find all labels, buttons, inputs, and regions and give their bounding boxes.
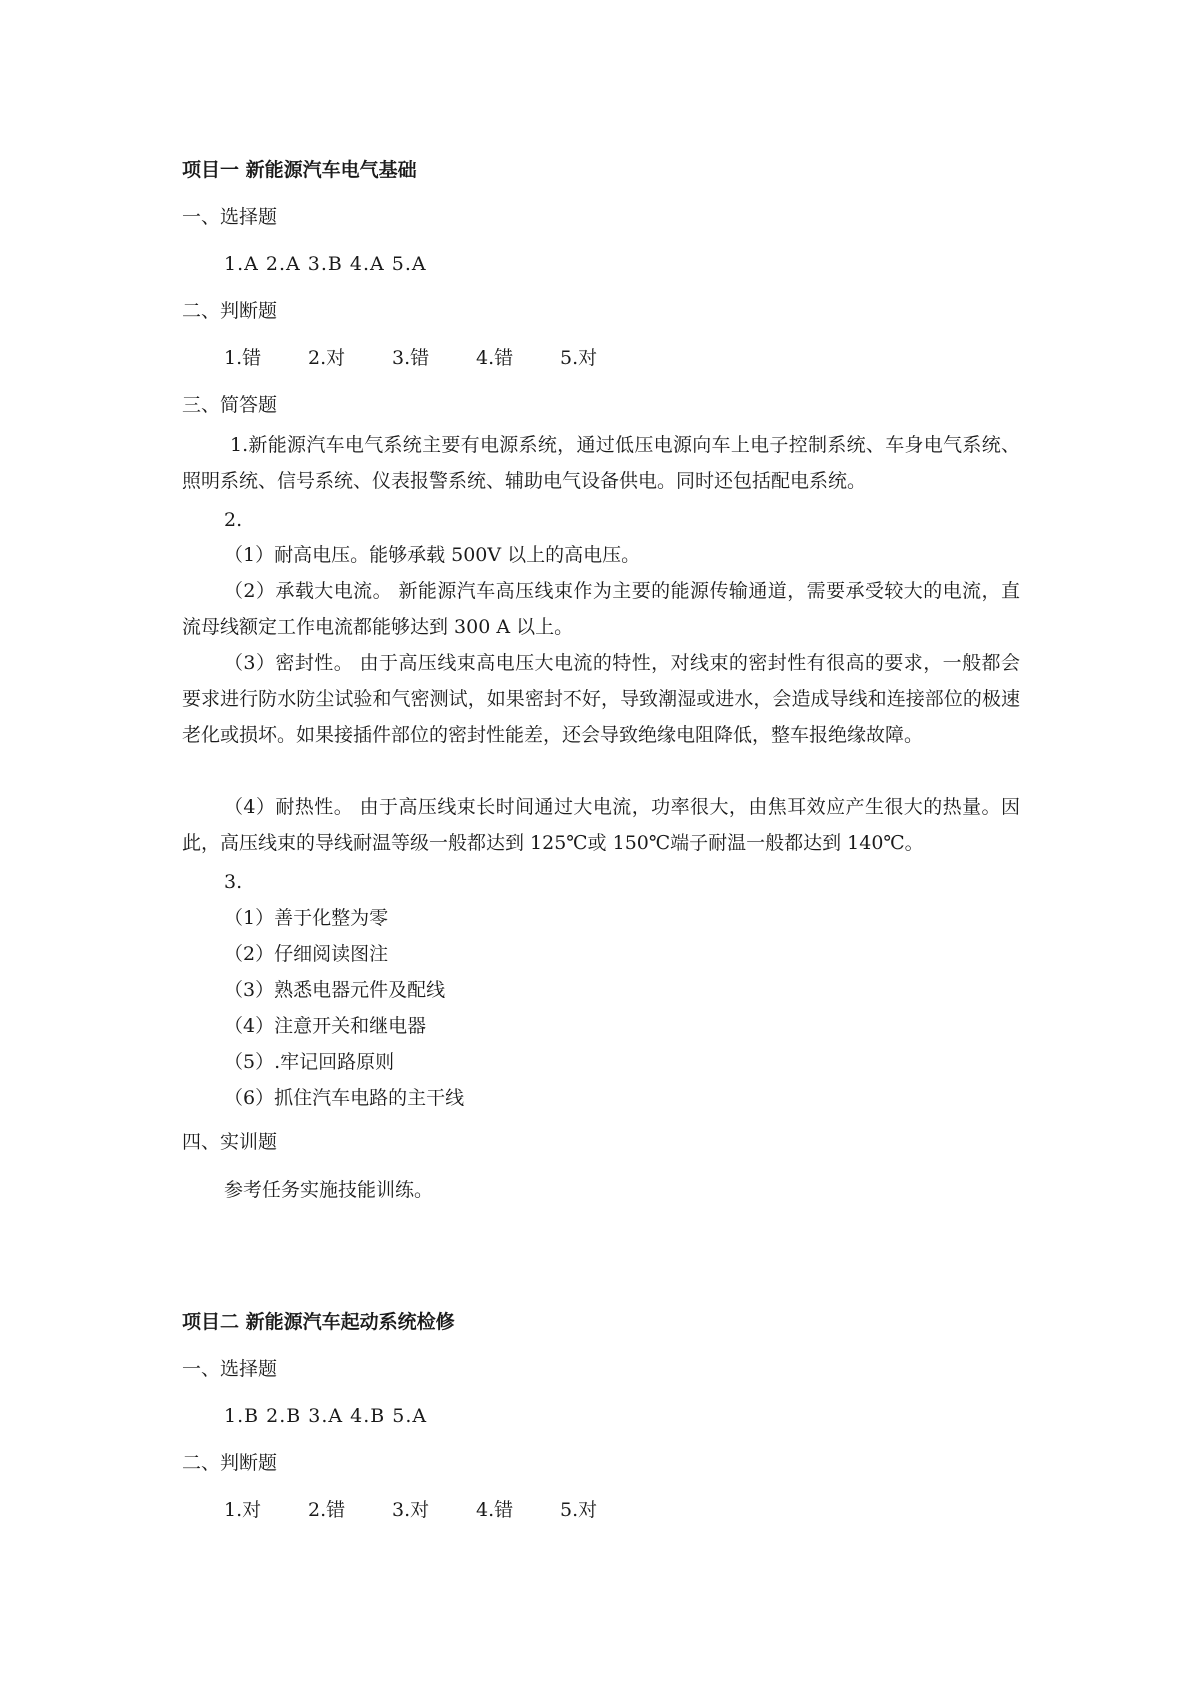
p1-practice-text: 参考任务实施技能训练。 — [224, 1179, 434, 1201]
p1-section-choice-title: 一、选择题 — [182, 206, 278, 228]
p1-q3-item: （4）注意开关和继电器 — [224, 1015, 427, 1037]
p2-judge-answers — [224, 1498, 597, 1522]
p1-section-judge-title: 二、判断题 — [182, 300, 278, 322]
p2-judge-answer: 3.对 — [392, 1499, 430, 1521]
p1-judge-answer: 3.错 — [392, 347, 430, 369]
p2-judge-answer: 5.对 — [560, 1499, 598, 1521]
p2-judge-answer: 1.对 — [224, 1499, 262, 1521]
p1-choice-answers: 1.A 2.A 3.B 4.A 5.A — [224, 253, 427, 275]
p2-choice-answers: 1.B 2.B 3.A 4.B 5.A — [224, 1405, 428, 1427]
p1-q2-item: （3）密封性。 由于高压线束高电压大电流的特性，对线束的密封性有很高的要求，一般都会要求进行防水防尘试验和气密测试，如果密封不好，导致潮湿或进水，会造成导线和连接部位的极速老化或损坏。如果接插件部位的密封性能差，还会导致绝缘电阻降低，整车报绝缘故障。 — [182, 652, 1020, 746]
p1-q3-item: （2）仔细阅读图注 — [224, 943, 389, 965]
p1-section-short-title: 三、简答题 — [182, 394, 278, 416]
p2-section-judge-title: 二、判断题 — [182, 1452, 278, 1474]
p1-q2-item: （2）承载大电流。 新能源汽车高压线束作为主要的能源传输通道，需要承受较大的电流，直流母线额定工作电流都能够达到 300 A 以上。 — [182, 580, 1020, 638]
p2-judge-answer: 2.错 — [308, 1499, 346, 1521]
p2-judge-answer: 4.错 — [476, 1499, 514, 1521]
p2-section-choice-title: 一、选择题 — [182, 1358, 278, 1380]
p1-judge-answer: 2.对 — [308, 347, 346, 369]
p1-q3-label: 3. — [224, 871, 243, 893]
p1-judge-answer: 1.错 — [224, 347, 262, 369]
p1-judge-answers — [224, 346, 597, 370]
p1-q3-item: （1）善于化整为零 — [224, 907, 389, 929]
p1-section-practice-title: 四、实训题 — [182, 1131, 278, 1153]
project2-title: 项目二 新能源汽车起动系统检修 — [182, 1311, 455, 1333]
p1-q3-item: （6）抓住汽车电路的主干线 — [224, 1087, 465, 1109]
p1-q2-label: 2. — [224, 509, 243, 531]
p1-q2-item: （4）耐热性。 由于高压线束长时间通过大电流，功率很大，由焦耳效应产生很大的热量。因此，高压线束的导线耐温等级一般都达到 125℃或 150℃端子耐温一般都达到 140℃。 — [182, 796, 1020, 854]
p1-q3-item: （3）熟悉电器元件及配线 — [224, 979, 446, 1001]
p1-q3-item: （5）.牢记回路原则 — [224, 1051, 395, 1073]
p1-judge-answer: 5.对 — [560, 347, 598, 369]
p1-judge-answer: 4.错 — [476, 347, 514, 369]
p1-q1-answer: 1.新能源汽车电气系统主要有电源系统，通过低压电源向车上电子控制系统、车身电气系统、照明系统、信号系统、仪表报警系统、辅助电气设备供电。同时还包括配电系统。 — [182, 434, 1020, 492]
p1-q2-item: （1）耐高电压。能够承载 500V 以上的高电压。 — [224, 544, 641, 566]
project1-title: 项目一 新能源汽车电气基础 — [182, 159, 417, 181]
